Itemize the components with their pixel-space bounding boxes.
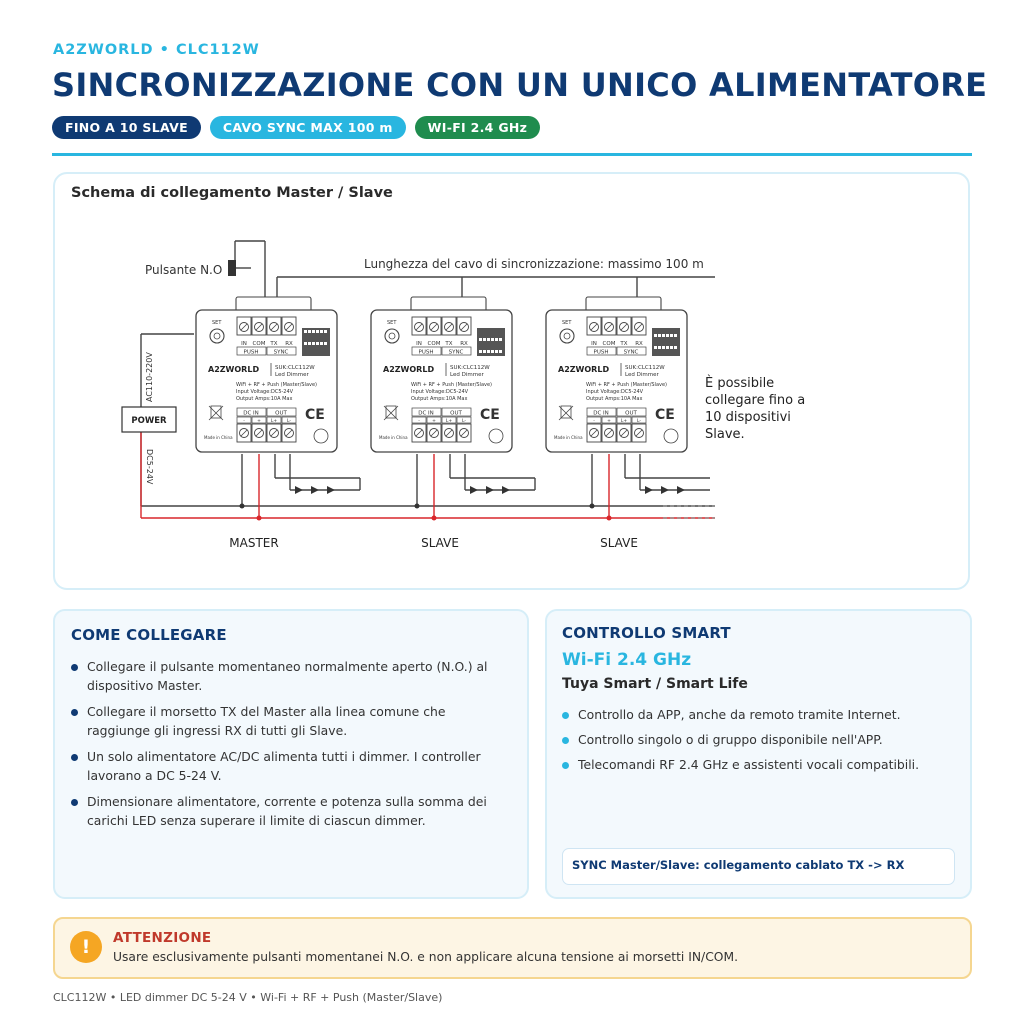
list-item: Controllo da APP, anche da remoto tramite Internet. [562, 705, 962, 724]
wiring-diagram [55, 174, 972, 592]
how-to-connect-list [71, 657, 511, 837]
slave-note-line-4: Slave. [705, 427, 745, 442]
device-label-slave-2: SLAVE [600, 536, 638, 550]
device-text: Input Voltage:DC5-24V [411, 389, 469, 395]
list-item: Telecomandi RF 2.4 GHz e assistenti vocali compatibili. [562, 755, 962, 774]
device-text: L- [636, 419, 642, 424]
qr-code-icon [652, 328, 680, 356]
device-text: SET [562, 320, 572, 326]
device-text: Led Dimmer [450, 372, 484, 378]
diagram-card [53, 172, 970, 590]
device-text: PUSH [243, 349, 259, 356]
device-text: SUK:CLC112W [275, 365, 315, 371]
device-text: RX [460, 341, 468, 347]
device-text: CE [480, 407, 500, 423]
device-text: A2ZWORLD [208, 365, 260, 374]
ac-voltage-label: AC110-220V [145, 352, 154, 402]
list-item: Collegare il pulsante momentaneo normalmente aperto (N.O.) al dispositivo Master. [71, 657, 511, 695]
device-text: SUK:CLC112W [450, 365, 490, 371]
device-text: Output Amps:10A Max [236, 396, 293, 402]
device-text: + [607, 419, 611, 424]
device-text: SYNC [273, 349, 289, 356]
device-text: SYNC [623, 349, 639, 356]
device-text: Input Voltage:DC5-24V [586, 389, 644, 395]
device-text: TX [270, 341, 278, 347]
device-text: SET [212, 320, 222, 326]
device-text: TX [620, 341, 628, 347]
device-text: SYNC [448, 349, 464, 356]
device-text: WiFi + RF + Push (Master/Slave) [586, 382, 667, 388]
device-text: TX [445, 341, 453, 347]
device-text: DC IN [593, 410, 609, 417]
badge-wifi: WI-FI 2.4 GHz [415, 116, 541, 139]
device-text: COM [427, 341, 441, 347]
device-text: Led Dimmer [275, 372, 309, 378]
device-text: OUT [450, 410, 462, 417]
device-text: - [593, 419, 595, 424]
device-text: OUT [275, 410, 287, 417]
dc-voltage-label: DC5-24V [145, 449, 154, 485]
diagram-title: Schema di collegamento Master / Slave [71, 185, 393, 201]
device-text: COM [252, 341, 266, 347]
page-title: SINCRONIZZAZIONE CON UN UNICO ALIMENTATORE [52, 66, 988, 104]
push-button-label: Pulsante N.O [145, 263, 223, 277]
device-text: L- [461, 419, 467, 424]
device-text: IN [416, 341, 422, 347]
device-text: A2ZWORLD [558, 365, 610, 374]
footer: CLC112W • LED dimmer DC 5-24 V • Wi-Fi + RF + Push (Master/Slave) [53, 991, 443, 1004]
power-label: POWER [131, 416, 167, 426]
device-text: Made in China [379, 435, 408, 440]
dimmer-device [196, 297, 337, 452]
tuya-title: Tuya Smart / Smart Life [562, 676, 748, 692]
device-text: Made in China [554, 435, 583, 440]
device-text: L+ [270, 419, 278, 424]
device-text: - [243, 419, 245, 424]
device-text: L- [286, 419, 292, 424]
device-text: WiFi + RF + Push (Master/Slave) [411, 382, 492, 388]
how-to-connect-title: COME COLLEGARE [71, 626, 227, 644]
device-text: WiFi + RF + Push (Master/Slave) [236, 382, 317, 388]
device-text: DC IN [243, 410, 259, 417]
warning-text: Usare esclusivamente pulsanti momentanei N.O. e non applicare alcuna tensione ai morsetti IN/COM. [113, 950, 738, 964]
device-text: - [418, 419, 420, 424]
device-text: Output Amps:10A Max [411, 396, 468, 402]
device-text: SUK:CLC112W [625, 365, 665, 371]
device-text: L+ [620, 419, 628, 424]
device-text: SET [387, 320, 397, 326]
device-text: L+ [445, 419, 453, 424]
device-text: + [432, 419, 436, 424]
device-text: Output Amps:10A Max [586, 396, 643, 402]
slave-note-line-3: 10 dispositivi [705, 410, 791, 425]
device-label-master: MASTER [229, 536, 279, 550]
device-text: CE [305, 407, 325, 423]
how-to-connect-card [53, 609, 529, 899]
slave-note-line-1: È possibile [705, 376, 775, 391]
list-item: Dimensionare alimentatore, corrente e potenza sulla somma dei carichi LED senza superare il limite di ciascun dimmer. [71, 792, 511, 830]
device-text: CE [655, 407, 675, 423]
device-text: RX [635, 341, 643, 347]
wifi-title: Wi-Fi 2.4 GHz [562, 650, 692, 670]
device-text: PUSH [418, 349, 434, 356]
slave-note-line-2: collegare fino a [705, 393, 806, 408]
exclamation-icon: ! [70, 931, 102, 963]
sync-note: SYNC Master/Slave: collegamento cablato TX -> RX [572, 858, 905, 872]
smart-control-list [562, 705, 962, 780]
list-item: Controllo singolo o di gruppo disponibile nell'APP. [562, 730, 962, 749]
sync-cable-label: Lunghezza del cavo di sincronizzazione: massimo 100 m [364, 257, 704, 271]
device-label-slave-1: SLAVE [421, 536, 459, 550]
device-text: OUT [625, 410, 637, 417]
warning-title: ATTENZIONE [113, 930, 212, 946]
badge-row [52, 116, 540, 139]
list-item: Collegare il morsetto TX del Master alla linea comune che raggiunge gli ingressi RX di tutti gli Slave. [71, 702, 511, 740]
dimmer-device [371, 297, 512, 452]
badge-sync-cable: CAVO SYNC MAX 100 m [210, 116, 406, 139]
device-text: Input Voltage:DC5-24V [236, 389, 294, 395]
device-text: IN [591, 341, 597, 347]
device-text: Led Dimmer [625, 372, 659, 378]
brand-line: A2ZWORLD • CLC112W [53, 42, 260, 58]
list-item: Un solo alimentatore AC/DC alimenta tutti i dimmer. I controller lavorano a DC 5-24 V. [71, 747, 511, 785]
smart-control-title: CONTROLLO SMART [562, 624, 731, 642]
device-text: + [257, 419, 261, 424]
header-rule [52, 153, 972, 156]
device-text: Made in China [204, 435, 233, 440]
badge-slave-count: FINO A 10 SLAVE [52, 116, 201, 139]
device-text: PUSH [593, 349, 609, 356]
device-text: IN [241, 341, 247, 347]
smart-control-card [545, 609, 972, 899]
dimmer-device [546, 297, 687, 452]
sync-note-box [562, 848, 955, 885]
device-text: A2ZWORLD [383, 365, 435, 374]
device-text: RX [285, 341, 293, 347]
device-text: DC IN [418, 410, 434, 417]
device-text: COM [602, 341, 616, 347]
warning-box [53, 917, 972, 979]
